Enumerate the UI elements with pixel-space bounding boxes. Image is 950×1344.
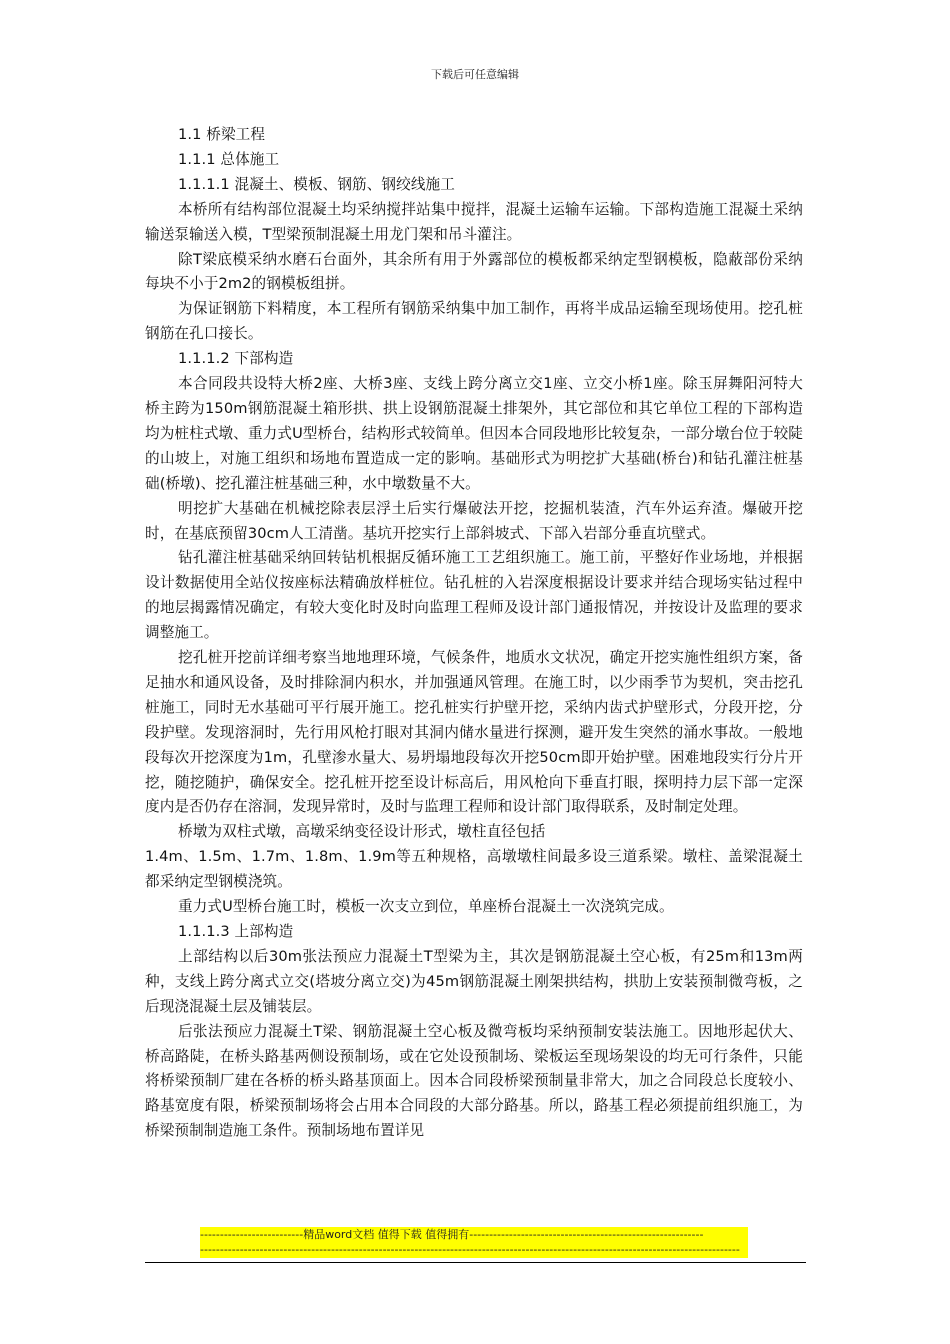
- footer-banner: [200, 1227, 748, 1258]
- paragraph: 桥墩为双柱式墩，高墩采纳变径设计形式，墩柱直径包括: [178, 823, 546, 841]
- heading-1-1-1-3: 1.1.1.3 上部构造: [178, 923, 294, 940]
- footer-banner-line: ----------------------------------------------------------------------------------------------------------------------------------------: [200, 1243, 740, 1256]
- paragraph: 本桥所有结构部位混凝土均采纳搅拌站集中搅拌，混凝土运输车运输。下部构造施工混凝土采纳输送泵输送入模，T型梁预制混凝土用龙门架和吊斗灌注。: [145, 200, 803, 243]
- paragraph-continuation: 1.4m、1.5m、1.7m、1.8m、1.9m等五种规格，高墩墩柱间最多设三道系梁。墩柱、盖梁混凝土都采纳定型钢模浇筑。: [145, 848, 803, 891]
- paragraph: 上部结构以后30m张法预应力混凝土T型梁为主，其次是钢筋混凝土空心板，有25m和13m两种，支线上跨分离式立交(塔坡分离立交)为45m钢筋混凝土刚架拱结构，拱肋上安装预制微弯板，之后现浇混凝土层及铺装层。: [145, 947, 803, 1015]
- paragraph: 后张法预应力混凝土T梁、钢筋混凝土空心板及微弯板均采纳预制安装法施工。因地形起伏大、桥高路陡，在桥头路基两侧设预制场，或在它处设预制场、梁板运至现场架设的均无可行条件，只能将桥梁预制厂建在各桥的桥头路基顶面上。因本合同段桥梁预制量非常大，加之合同段总长度较小、路基宽度有限，桥梁预制场将会占用本合同段的大部分路基。所以，路基工程必须提前组织施工，为桥梁预制制造施工条件。预制场地布置详见: [145, 1022, 803, 1140]
- paragraph: 本合同段共设特大桥2座、大桥3座、支线上跨分离立交1座、立交小桥1座。除玉屏舞阳河特大桥主跨为150m钢筋混凝土箱形拱、拱上设钢筋混凝土排架外，其它部位和其它单位工程的下部构造均为桩柱式墩、重力式U型桥台，结构形式较简单。但因本合同段地形比较复杂，一部分墩台位于较陡的山坡上，对施工组织和场地布置造成一定的影响。基础形式为明挖扩大基础(桥台)和钻孔灌注桩基础(桥墩)、挖孔灌注桩基础三种，水中墩数量不大。: [145, 375, 804, 492]
- paragraph: 为保证钢筋下料精度，本工程所有钢筋采纳集中加工制作，再将半成品运输至现场使用。挖孔桩钢筋在孔口接长。: [145, 300, 803, 343]
- heading-1-1-1-2: 1.1.1.2 下部构造: [178, 350, 294, 368]
- header-note: 下载后可任意编辑: [431, 68, 519, 81]
- document-body: [145, 123, 803, 1144]
- heading-1-1-1-1: 1.1.1.1 混凝土、模板、钢筋、钢绞线施工: [178, 175, 455, 193]
- footer-divider: [145, 1262, 806, 1263]
- paragraph: 重力式U型桥台施工时，模板一次支立到位，单座桥台混凝土一次浇筑完成。: [178, 898, 674, 916]
- paragraph: 除T梁底模采纳水磨石台面外，其余所有用于外露部位的模板都采纳定型钢模板，隐蔽部份采纳每块不小于2m2的钢模板组拼。: [145, 250, 803, 293]
- heading-1-1: 1.1 桥梁工程: [178, 126, 266, 143]
- paragraph: 明挖扩大基础在机械挖除表层浮土后实行爆破法开挖，挖掘机装渣，汽车外运弃渣。爆破开挖时，在基底预留30cm人工清凿。基坑开挖实行上部斜坡式、下部入岩部分垂直坑壁式。: [145, 499, 803, 542]
- paragraph: 挖孔桩开挖前详细考察当地地理环境，气候条件，地质水文状况，确定开挖实施性组织方案，备足抽水和通风设备，及时排除洞内积水，并加强通风管理。在施工时，以少雨季节为契机，突击挖孔桩施工，同时无水基础可平行展开施工。挖孔桩实行护壁开挖，采纳内齿式护壁形式，分段开挖，分段护壁。发现溶洞时，先行用风枪打眼对其洞内储水量进行探测，避开发生突然的涌水事故。一般地段每次开挖深度为1m，孔壁渗水量大、易坍塌地段每次开挖50cm即开始护壁。困难地段实行分片开挖，随挖随护，确保安全。挖孔桩开挖至设计标高后，用风枪向下垂直打眼，探明持力层下部一定深度内是否仍存在溶洞，发现异常时，及时与监理工程师和设计部门取得联系，及时制定处理。: [145, 649, 803, 816]
- footer-banner-line: --------------------------精品word文档 值得下载 值得拥有-----------------------------------------------------------: [200, 1228, 704, 1241]
- paragraph: 钻孔灌注桩基础采纳回转钻机根据反循环施工工艺组织施工。施工前，平整好作业场地，并根据设计数据使用全站仪按座标法精确放样桩位。钻孔桩的入岩深度根据设计要求并结合现场实钻过程中的地层揭露情况确定，有较大变化时及时向监理工程师及设计部门通报情况，并按设计及监理的要求调整施工。: [145, 549, 803, 642]
- heading-1-1-1: 1.1.1 总体施工: [178, 150, 280, 168]
